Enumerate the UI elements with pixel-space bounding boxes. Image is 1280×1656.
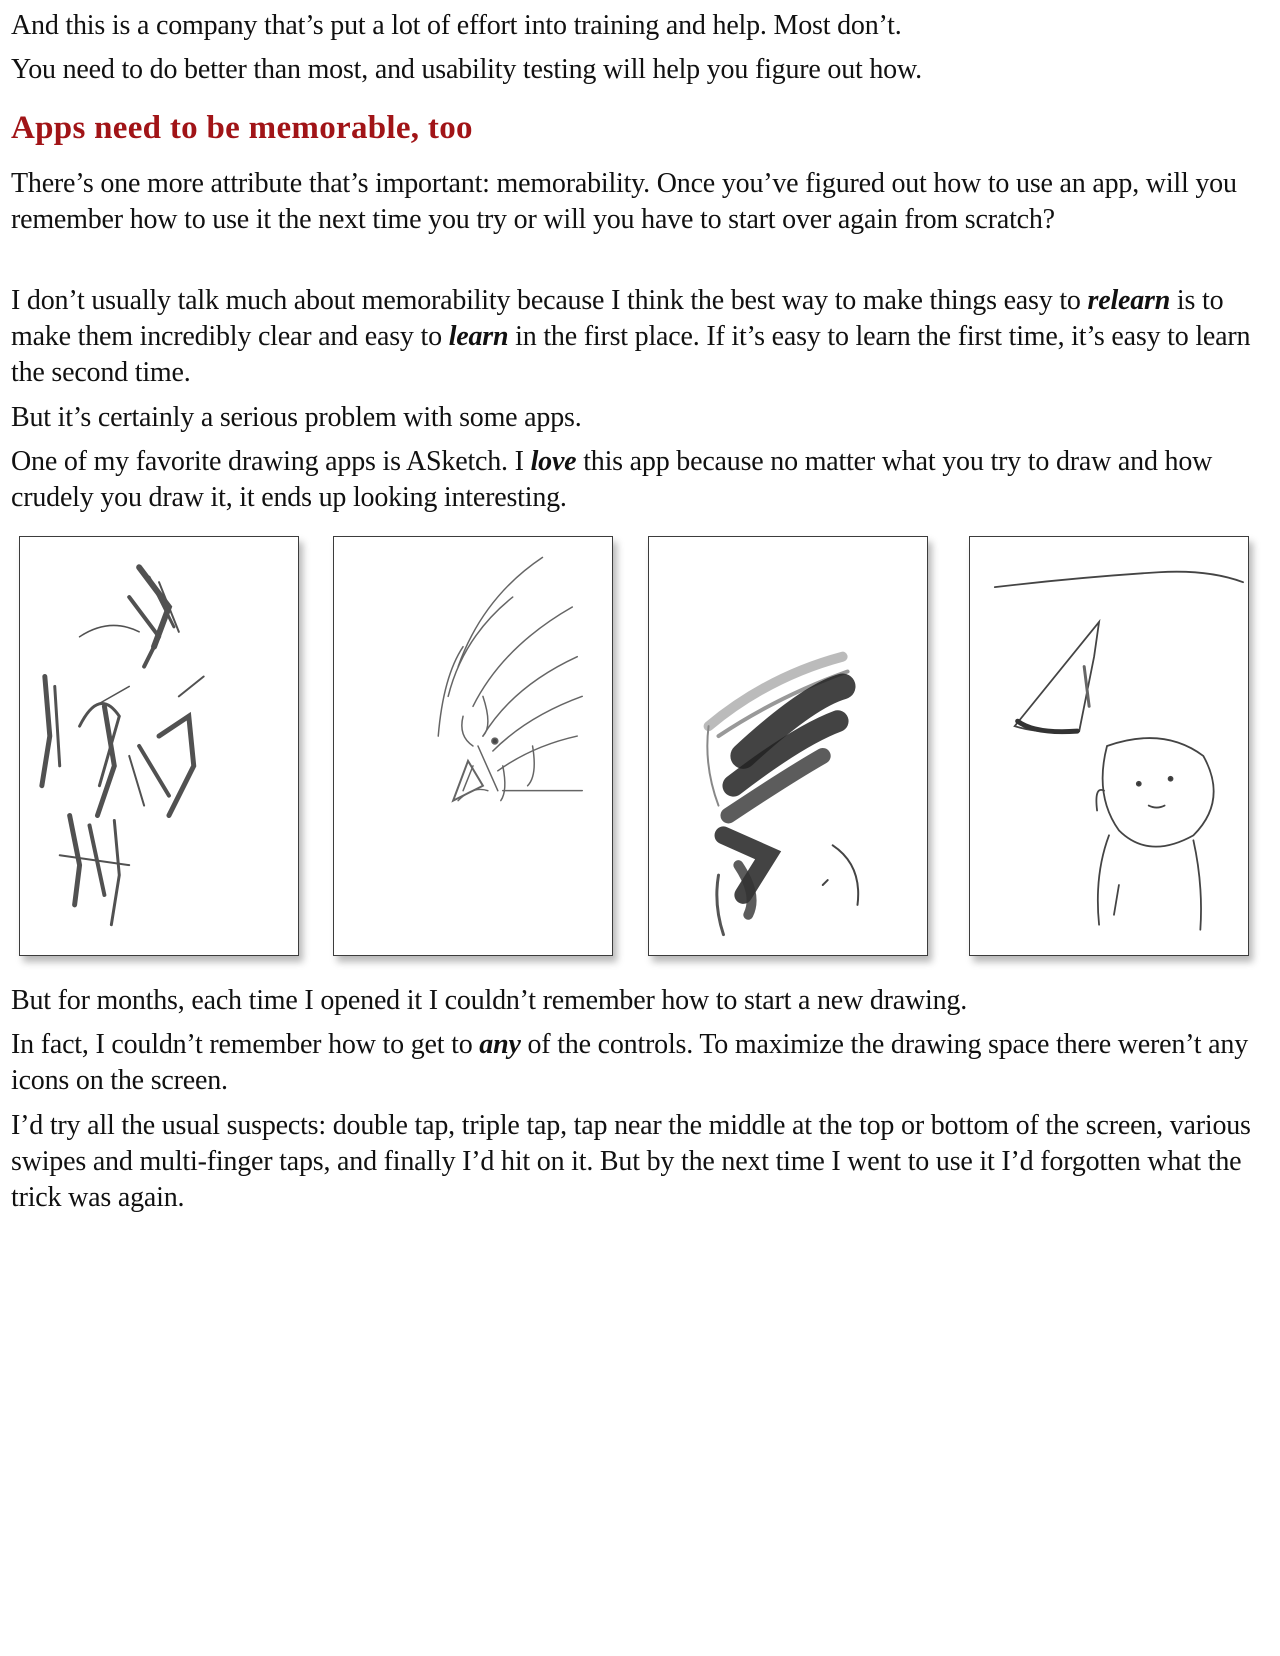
sketch-abstract-strokes-icon — [20, 537, 298, 955]
text-run: is to make them incredibly clear and easy to — [11, 285, 1224, 352]
emphasis-any: any — [479, 1029, 521, 1060]
sketch-figure-2 — [333, 536, 613, 956]
paragraph-asketch — [11, 444, 1273, 516]
text-run: I don’t usually talk much about memorability because I think the best way to make things easy to — [11, 285, 1088, 316]
paragraph-relearn — [11, 283, 1273, 391]
text-run: in the first place. If it’s easy to learn the first time, it’s easy to learn the second time. — [11, 321, 1251, 388]
paragraph-serious-problem: But it’s certainly a serious problem with some apps. — [11, 402, 582, 433]
paragraph-controls — [11, 1027, 1273, 1099]
sketch-figure-4 — [969, 536, 1249, 956]
emphasis-learn: learn — [448, 321, 509, 352]
text-run: of the controls. To maximize the drawing space there weren’t any icons on the screen. — [11, 1029, 1249, 1096]
paragraph-memorability: There’s one more attribute that’s important: memorability. Once you’ve figured out how to use an app, will you remember how to use it the next time you try or will you have to start over again from scratch? — [11, 168, 1237, 235]
emphasis-relearn: relearn — [1087, 285, 1171, 316]
text-run: this app because no matter what you try to draw and how crudely you draw it, it ends up looking interesting. — [11, 446, 1213, 513]
paragraph-for-months: But for months, each time I opened it I couldn’t remember how to start a new drawing. — [11, 985, 968, 1016]
sketch-face-and-cone-icon — [970, 537, 1248, 955]
section-heading: Apps need to be memorable, too — [11, 110, 473, 146]
sketch-figure-1 — [19, 536, 299, 956]
paragraph-do-better: You need to do better than most, and usability testing will help you figure out how. — [11, 54, 922, 85]
sketch-bird-head-icon — [334, 537, 612, 955]
paragraph-usual-suspects: I’d try all the usual suspects: double tap, triple tap, tap near the middle at the top or bottom of the screen, various swipes and multi-finger taps, and finally I’d hit on it. But by the next time I went to use it I’d forgotten what the trick was again. — [11, 1110, 1251, 1213]
sketch-figure-3 — [648, 536, 928, 956]
emphasis-love: love — [530, 446, 577, 477]
paragraph-training: And this is a company that’s put a lot of effort into training and help. Most don’t. — [11, 10, 902, 41]
text-run: One of my favorite drawing apps is ASketch. I — [11, 446, 531, 477]
text-run: In fact, I couldn’t remember how to get to — [11, 1029, 480, 1060]
sketch-dark-shading-icon — [649, 537, 927, 955]
